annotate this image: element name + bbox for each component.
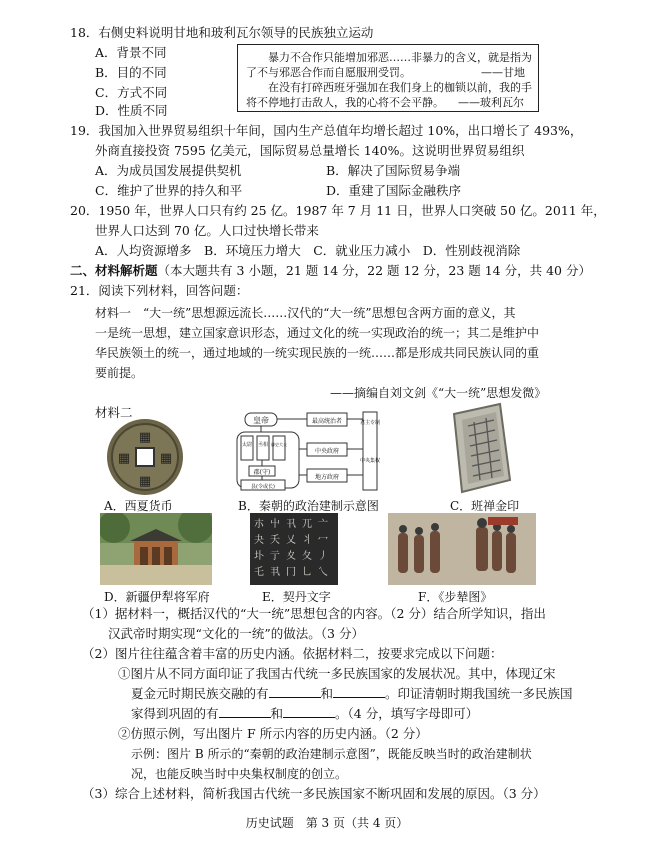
svg-text:朩: 朩: [254, 519, 264, 530]
diagram-right-label-1: 君主专制: [359, 420, 381, 426]
svg-text:夂: 夂: [302, 551, 312, 562]
sub1-line1: （1）据材料一，概括汉代的“大一统”思想包含的内容。（2 分）结合所学知识，指出: [82, 606, 546, 621]
q18-option-c: C．方式不同: [95, 85, 168, 100]
sub2-1-line2-text-b: 和: [320, 686, 334, 701]
caption-a: A．西夏货币: [104, 499, 173, 513]
q18-quote-source-gandhi: ——甘地: [481, 66, 525, 79]
material1-line1: 材料一 “大一统”思想源远流长……汉代的“大一统”思想包含两方面的意义，其: [95, 306, 516, 320]
svg-text:▦: ▦: [138, 430, 152, 445]
q18-quote-source-bolivar: ——玻利瓦尔: [458, 96, 524, 109]
ili-general-mansion-image: [100, 513, 212, 585]
diagram-official-taiwei: 太尉: [241, 442, 253, 448]
q18-option-a: A．背景不同: [95, 45, 167, 60]
section-heading: [70, 261, 591, 281]
q19-stem-line1: 19．我国加入世界贸易组织十年间，国内生产总值年均增长超过 10%，出口增长了 493%，: [70, 123, 583, 138]
svg-text:乀: 乀: [318, 567, 328, 578]
sub2-1-line2-text-a: 夏金元时期民族交融的有: [131, 686, 269, 701]
caption-e: E．契丹文字: [262, 590, 331, 604]
svg-text:夊: 夊: [286, 551, 296, 562]
diagram-official-chengxiang: 丞相: [257, 442, 269, 448]
caption-c: C．班禅金印: [450, 499, 520, 513]
caption-d: D．新疆伊犁将军府: [104, 590, 210, 604]
q20-stem-line2: 世界人口达到 70 亿。人口过快增长带来: [95, 223, 319, 238]
xixia-coin-image: [100, 416, 190, 498]
svg-text:兀: 兀: [302, 519, 312, 530]
svg-text:丮: 丮: [270, 567, 280, 578]
caption-f: F．《步辇图》: [418, 590, 493, 604]
section-note: （本大题共有 3 小题，21 题 14 分，22 题 12 分，23 题 14 分，共 40 分）: [157, 263, 591, 278]
q21-stem: 21．阅读下列材料，回答问题：: [70, 283, 249, 298]
q18-quote-line4: 将不停地打击敌人，我的心将不会平静。: [246, 96, 444, 109]
svg-text:夭: 夭: [270, 535, 280, 546]
svg-text:屮: 屮: [270, 519, 280, 530]
example-line2: 况，也能反映当时中央集权制度的创立。: [131, 767, 348, 781]
panchen-golden-seal-image: [444, 400, 516, 496]
diagram-supreme-label: 最高统治者: [311, 418, 343, 425]
diagram-central-label: 中央政府: [314, 448, 340, 455]
diagram-jun-label: 郡(守): [253, 469, 271, 476]
material1-line3: 华民族领土的统一，通过地域的一统实现民族的一统……都是形成共同民族认同的重: [95, 346, 540, 360]
sub2-line: （2）图片往往蕴含着丰富的历史内涵。依据材料二，按要求完成以下问题：: [82, 646, 503, 661]
diagram-official-yushi: 御史大夫: [271, 442, 287, 447]
q18-quote-line2: 了不与邪恶合作而自愿服刑受罚。: [246, 66, 411, 79]
svg-text:冂: 冂: [286, 567, 296, 578]
sub3-line: （3）综合上述材料，简析我国古代统一多民族国家不断巩固和发展的原因。（3 分）: [82, 786, 546, 801]
svg-text:亍: 亍: [270, 551, 280, 562]
sub2-1-line2: [131, 684, 573, 704]
material1-source: ——摘编自刘文剑《“大一统”思想发微》: [330, 386, 547, 400]
svg-text:卂: 卂: [286, 519, 296, 530]
q19-option-d: D．重建了国际金融秩序: [326, 183, 462, 198]
example-line1: 示例：图片 B 所示的“秦朝的政治建制示意图”，既能反映当时的政治建制状: [131, 747, 532, 761]
answer-blank-2[interactable]: [333, 685, 385, 698]
svg-text:▦: ▦: [117, 451, 131, 466]
answer-blank-3[interactable]: [219, 705, 271, 718]
sub2-1-line3-text-c: 。（4 分，填写字母即可）: [335, 706, 479, 721]
q18-stem: 18．右侧史料说明甘地和玻利瓦尔领导的民族独立运动: [70, 25, 374, 40]
q18-quote-line1: 暴力不合作只能增加邪恶……非暴力的含义，就是指为: [268, 51, 532, 64]
svg-text:乇: 乇: [254, 567, 264, 578]
answer-blank-1[interactable]: [269, 685, 321, 698]
q18-quote-box: [237, 44, 539, 112]
answer-blank-4[interactable]: [283, 705, 335, 718]
sub2-1-line3-text-b: 和: [270, 706, 284, 721]
sub2-1-line3: [131, 704, 478, 724]
section-title: 二、材料解析题: [70, 263, 158, 278]
sub2-1-line1: ①图片从不同方面印证了我国古代统一多民族国家的发展状况。其中，体现辽宋: [118, 666, 556, 681]
svg-text:冖: 冖: [318, 535, 328, 546]
q20-options: A．人均资源增多 B．环境压力增大 C．就业压力减小 D．性别歧视消除: [95, 243, 521, 258]
q19-option-a: A．为成员国发展提供契机: [95, 163, 242, 178]
page-footer: 历史试题 第 3 页（共 4 页）: [245, 816, 409, 830]
diagram-emperor-label: 皇帝: [253, 416, 269, 425]
sub2-1-line3-text-a: 家得到巩固的有: [131, 706, 219, 721]
sub2-2-line: ②仿照示例，写出图片 F 所示内容的历史内涵。（2 分）: [118, 726, 428, 741]
svg-text:夬: 夬: [254, 535, 264, 546]
khitan-script-image: [250, 513, 338, 585]
q18-quote-line3: 在没有打碎西班牙强加在我们身上的枷锁以前，我的手: [268, 81, 532, 94]
material1-line4: 要前提。: [95, 366, 144, 380]
svg-text:丬: 丬: [302, 535, 312, 546]
qin-political-system-diagram: [235, 410, 395, 496]
bu-nian-tu-painting-image: [388, 513, 536, 585]
svg-text:圤: 圤: [254, 551, 264, 562]
diagram-xian-label: 县(令或长): [251, 484, 275, 490]
q18-option-d: D．性质不同: [95, 103, 168, 118]
q19-stem-line2: 外商直接投资 7595 亿美元，国际贸易总量增长 140%。这说明世界贸易组织: [95, 143, 525, 158]
diagram-right-label-2: 中央集权: [359, 458, 381, 464]
svg-text:亠: 亠: [318, 519, 328, 530]
diagram-local-label: 地方政府: [314, 474, 340, 481]
svg-text:乂: 乂: [286, 535, 296, 546]
sub2-1-line2-text-c: 。印证清朝时期我国统一多民族国: [385, 686, 573, 701]
material2-label: 材料二: [95, 405, 133, 420]
svg-text:▦: ▦: [159, 451, 173, 466]
q19-option-b: B．解决了国际贸易争端: [326, 163, 461, 178]
svg-text:▦: ▦: [138, 474, 152, 489]
q20-stem-line1: 20．1950 年，世界人口只有约 25 亿。1987 年 7 月 11 日，世界人口突破 50 亿。2011 年，: [70, 203, 606, 218]
svg-text:丿: 丿: [318, 551, 328, 562]
material1-line2: 一是统一思想，建立国家意识形态，通过文化的统一实现政治的统一；其二是维护中: [95, 326, 540, 340]
svg-text:乚: 乚: [302, 567, 312, 578]
q19-option-c: C．维护了世界的持久和平: [95, 183, 243, 198]
q18-option-b: B．目的不同: [95, 65, 167, 80]
sub1-line2: 汉武帝时期实现“文化的一统”的做法。（3 分）: [108, 626, 364, 641]
caption-b: B．秦朝的政治建制示意图: [238, 499, 379, 513]
